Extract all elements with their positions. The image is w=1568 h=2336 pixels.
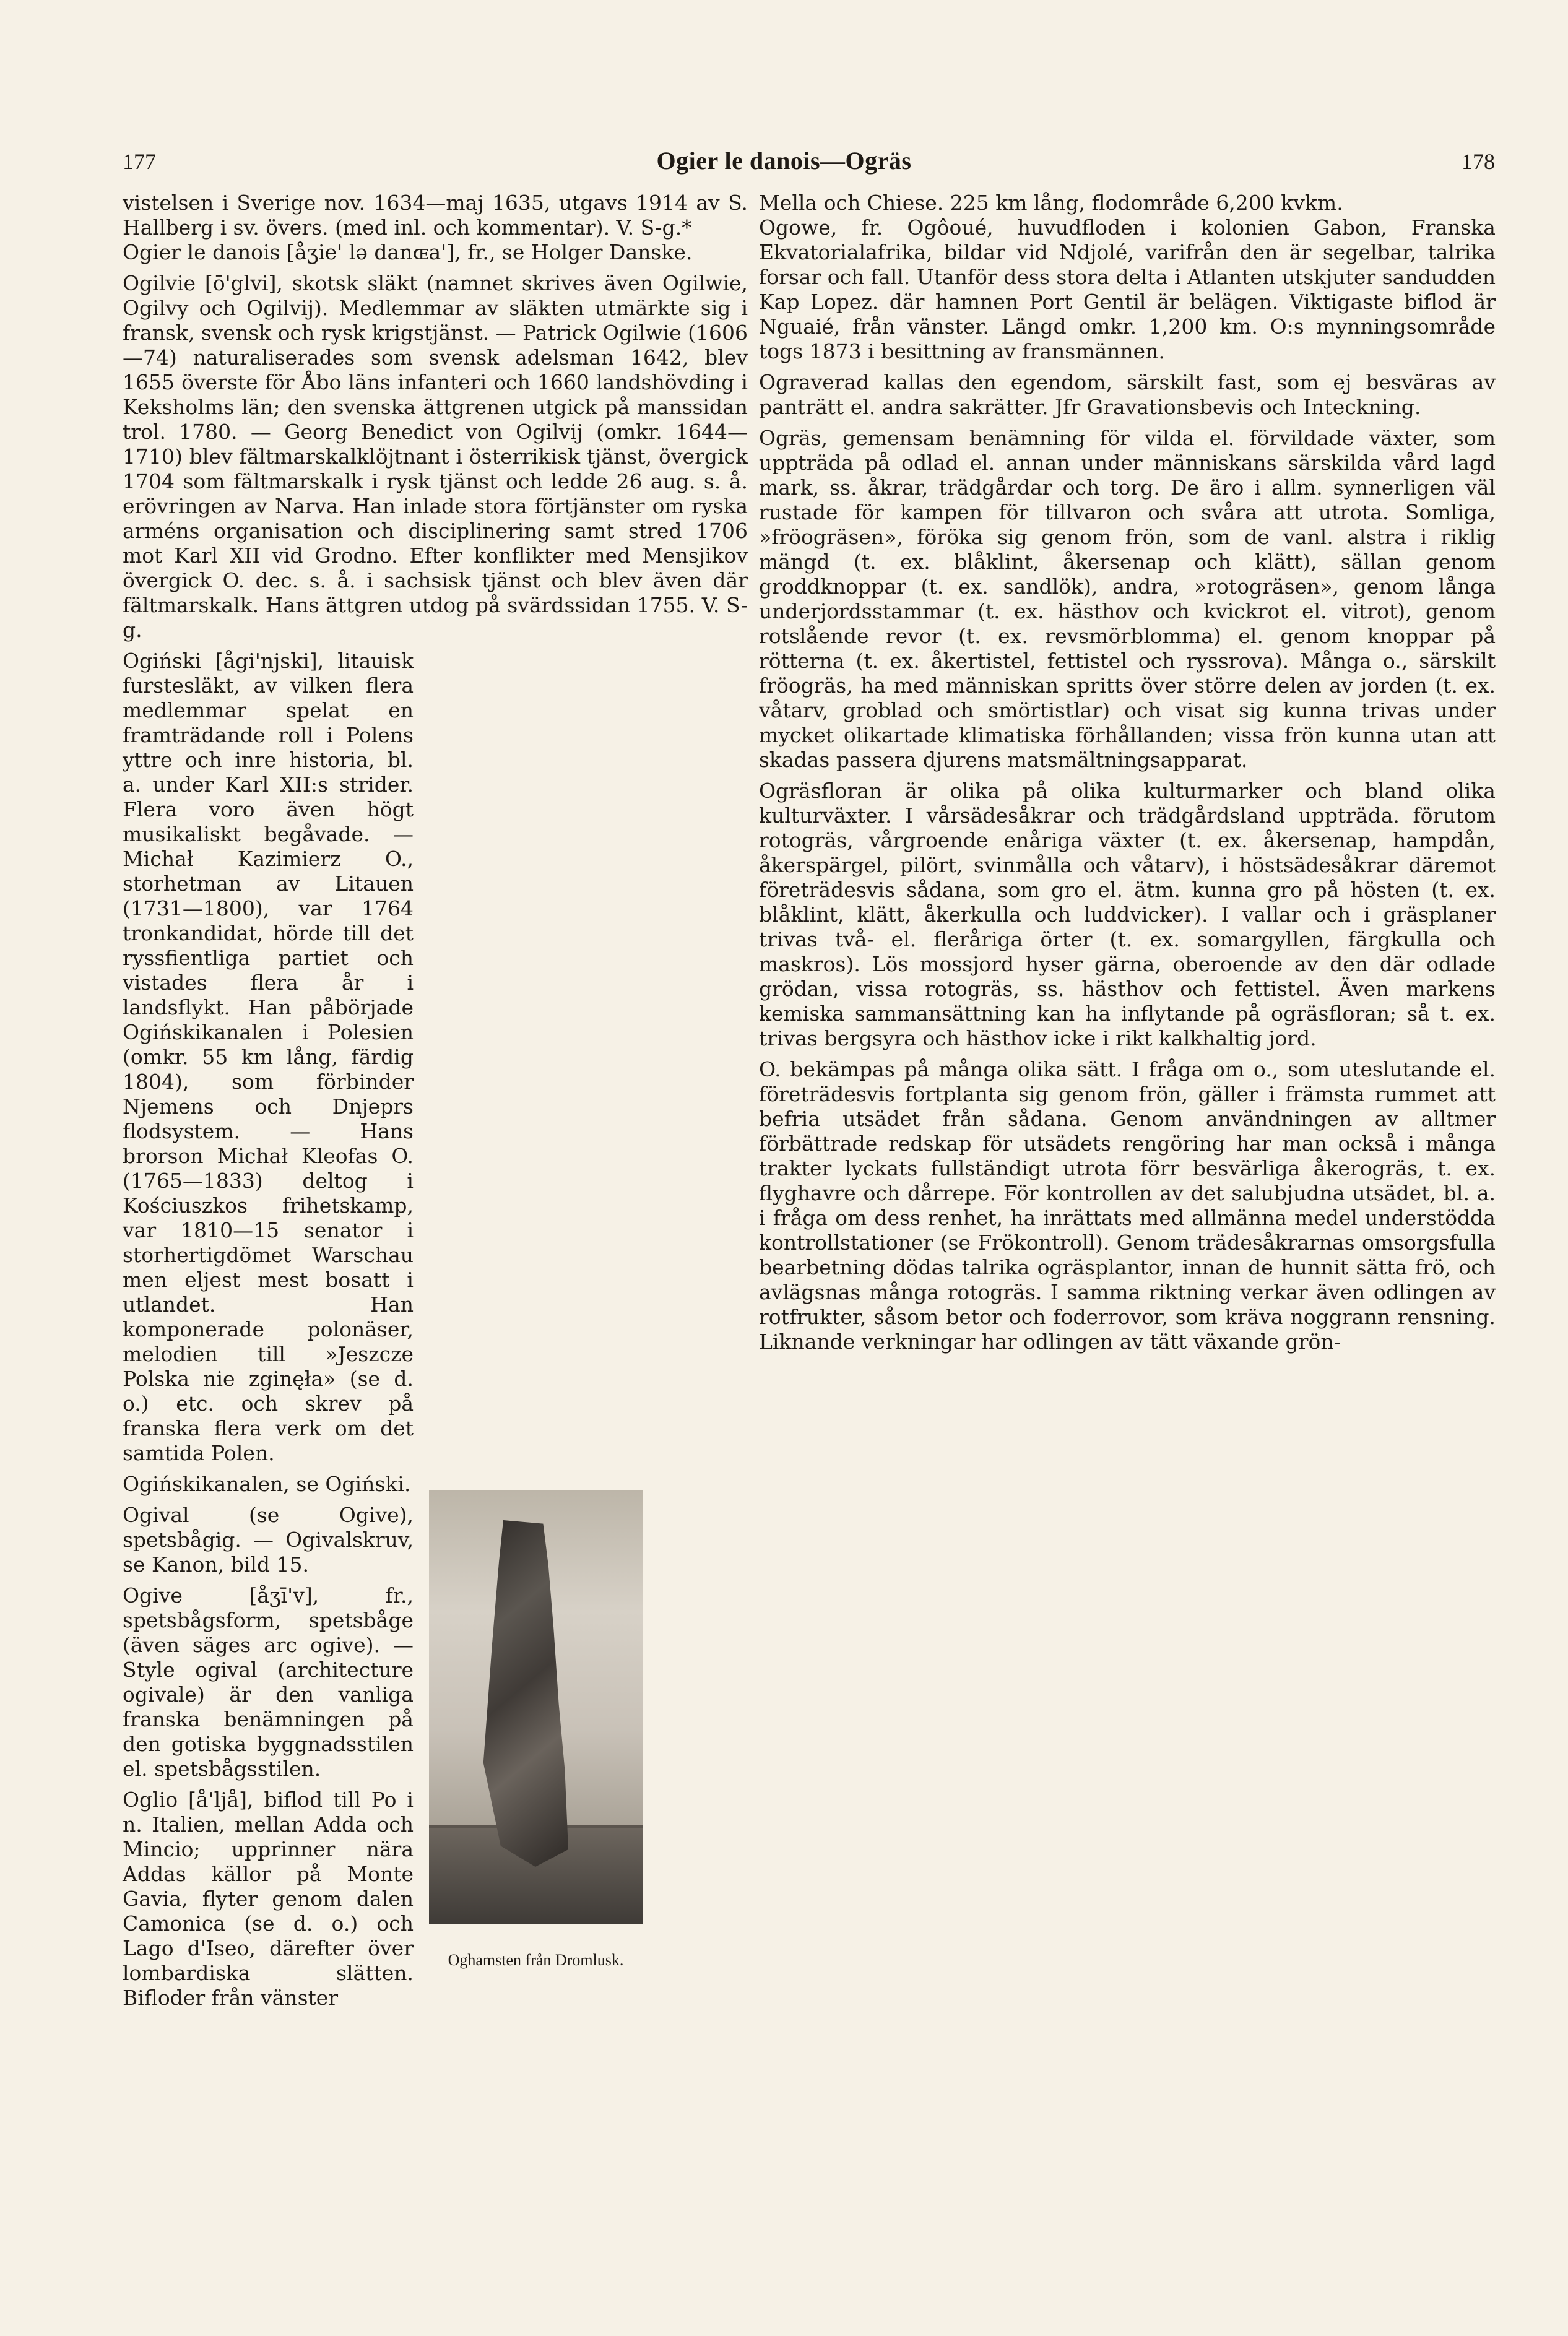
entry-oginski: Ogiński [ågi'njski], litauisk furstesläkt, av vilken flera medlemmar spelat en framträdande roll i Polens yttre och inre historia, bl. a. under Karl XII:s strider. Flera voro även högt musikaliskt begåvade. — Michał Kazimierz O., storhetman av Litauen (1731—1800), var 1764 tronkandidat, hörde till det ryssfientliga partiet och vistades flera år i landsflykt. Han påbörjade Ogińskikanalen i Polesien (omkr. 55 km lång, färdig 1804), som förbinder Njemens och Dnjeprs flodsystem. — Hans brorson Michał Kleofas O. (1765—1833) deltog i Kościuszkos frihetskamp, var 1810—15 senator i storhertigdömet Warschau men eljest mest bosatt i utlandet. Han komponerade polonäser, melodien till »Jeszcze Polska nie zginęła» (se d. o.) etc. och skrev på franska flera verk om det samtida Polen. [123, 649, 414, 1465]
entry-oginskikanalen: Ogińskikanalen, se Ogiński. [123, 1472, 411, 1496]
entry-ogier-le-danois: Ogier le danois [åʒie' lə danɶa'], fr., se Holger Danske. [123, 240, 693, 264]
entry-ogowe: Ogowe, fr. Ogôoué, huvudfloden i kolonien Gabon, Franska Ekvatorialafrika, bildar vid Ndjolé, varifrån den är segelbar, talrika forsar och fall. Utanför dess stora delta i Atlanten utskjuter sandudden Kap Lopez. där hamnen Port Gentil är belägen. Viktigaste biflod är Nguaié, från vänster. Längd omkr. 1,200 km. O:s mynningsområde togs 1873 i besittning av fransmännen. [759, 215, 1496, 363]
stone-image [482, 1520, 568, 1867]
right-column [759, 191, 1496, 1361]
page-number-left: 177 [123, 149, 156, 174]
entry-continuation-right: Mella och Chiese. 225 km lång, flodområde 6,200 kvkm. [759, 191, 1343, 215]
figure-caption: Oghamsten från Dromlusk. [448, 1951, 624, 1969]
entry-continuation: vistelsen i Sverige nov. 1634—maj 1635, utgavs 1914 av S. Hallberg i sv. övers. (med inl. och kommentar). V. S-g.* [123, 191, 748, 240]
figure [429, 1490, 643, 1986]
page-number-right: 178 [1462, 149, 1495, 174]
entry-ogilvie: Ogilvie [ō'glvi], skotsk släkt (namnet skrives även Ogilwie, Ogilvy och Ogilvij). Medlemmar av släkten utmärkte sig i fransk, svensk och rysk krigstjänst. — Patrick Ogilwie (1606—74) naturaliserades som svensk adelsman 1642, blev 1655 överste för Åbo läns infanteri och 1660 landshövding i Keksholms län; den svenska ättgrenen utgick på manssidan trol. 1780. — Georg Benedict von Ogilvij (omkr. 1644—1710) blev fältmarskalklöjtnant i österrikisk tjänst, övergick 1704 som fältmarskalk i rysk tjänst och ledde 26 aug. s. å. erövringen av Narva. Han inlade stora förtjänster om ryska arméns organisation och disciplinering samt stred 1706 mot Karl XII vid Grodno. Efter konflikter med Mensjikov övergick O. dec. s. å. i sachsisk tjänst och blev även där fältmarskalk. Hans ättgren utdog på svärdssidan 1755. V. S-g. [123, 271, 748, 642]
entry-ograsfloran: Ogräsfloran är olika på olika kulturmarker och bland olika kulturväxter. I vårsädesåkrar och trädgårdsland uppträda. förutom rotogräs, vårgroende enåriga växter (t. ex. åkersenap, hampdån, åkerspärgel, pilört, svinmålla och våtarv), i höstsädesåkrar däremot företrädesvis sådana, som gro el. ätm. kunna gro på hösten (t. ex. blåklint, klätt, åkerkulla och luddvicker). I vallar och i gräsplaner trivas två- el. fleråriga örter (t. ex. somargyllen, färgkulla och maskros). Lös mossjord hyser gärna, oberoende av den där odlade grödan, vissa rotogräs, ss. hästhov och fettistel. Även markens kemiska sammansättning kan ha inflytande på ogräsfloran; så t. ex. trivas bergsyra och hästhov icke i rikt kalkhaltig jord. [759, 779, 1496, 1050]
entry-ogive: Ogive [åʒī'v], fr., spetsbågsform, spetsbåge (även säges arc ogive). — Style ogival (architecture ogivale) är den vanliga franska benämningen på den gotiska byggnadsstilen el. spetsbågsstilen. [123, 1583, 414, 1781]
page-title: Ogier le danois—Ogräs [656, 147, 912, 175]
entry-oglio: Oglio [å'ljå], biflod till Po i n. Italien, mellan Adda och Mincio; upprinner nära Addas källor på Monte Gavia, flyter genom dalen Camonica (se d. o.) och Lago d'Iseo, därefter över lombardiska slätten. Bifloder från vänster [123, 1788, 414, 2010]
entry-ograverad: Ograverad kallas den egendom, särskilt fast, som ej besväras av panträtt el. andra sakrätter. Jfr Gravationsbevis och Inteckning. [759, 370, 1496, 419]
entry-ogras: Ogräs, gemensam benämning för vilda el. förvildade växter, som uppträda på odlad el. annan under människans särskilda vård lagd mark, ss. åkrar, trädgårdar och torg. De äro i allm. synnerligen väl rustade för kampen för tillvaron och svåra att utrota. Somliga, »fröogräsen», föröka sig genom frön, som de vanl. alstra i riklig mängd (t. ex. blåklint, åkersenap och klätt), sällan genom groddknoppar (t. ex. sandlök), andra, »rotogräsen», genom långa underjordsstammar (t. ex. hästhov och kvickrot el. vitrot), genom rotslående revor (t. ex. revsmörblomma) el. genom knoppar på rötterna (t. ex. åkertistel, fettistel och ryssrova). Många o., särskilt fröogräs, ha med människan spritts över större delen av jorden (t. ex. våtarv, groblad och smörtistlar) och visat sig kunna trivas under mycket olikartade klimatiska förhållanden; vissa frön kunna utan att skadas passera djurens matsmältningsapparat. [759, 426, 1496, 772]
oghamsten-photo [429, 1490, 643, 1924]
entry-ogival: Ogival (se Ogive), spetsbågig. — Ogivalskruv, se Kanon, bild 15. [123, 1503, 414, 1577]
entry-bekampas: O. bekämpas på många olika sätt. I fråga om o., som uteslutande el. företrädesvis fortplanta sig genom frön, gäller i främsta rummet att befria utsädet från sådana. Genom användningen av alltmer förbättrade redskap för utsädets rengöring har man också i många trakter lyckats fullständigt utrota förr besvärliga åkerogräs, t. ex. flyghavre och dårrepe. För kontrollen av det salubjudna utsädet, bl. a. i fråga om dess renhet, ha inrättats med allmänna medel understödda kontrollstationer (se Frökontroll). Genom trädesåkrarnas omsorgsfulla bearbetning dödas talrika ogräsplantor, innan de hunnit sätta frö, och avlägsnas många rotogräs. I samma riktning verkar även odlingen av rotfrukter, såsom betor och foderrovor, som kräva noggrann rensning. Liknande verkningar har odlingen av tätt växande grön- [759, 1057, 1496, 1354]
